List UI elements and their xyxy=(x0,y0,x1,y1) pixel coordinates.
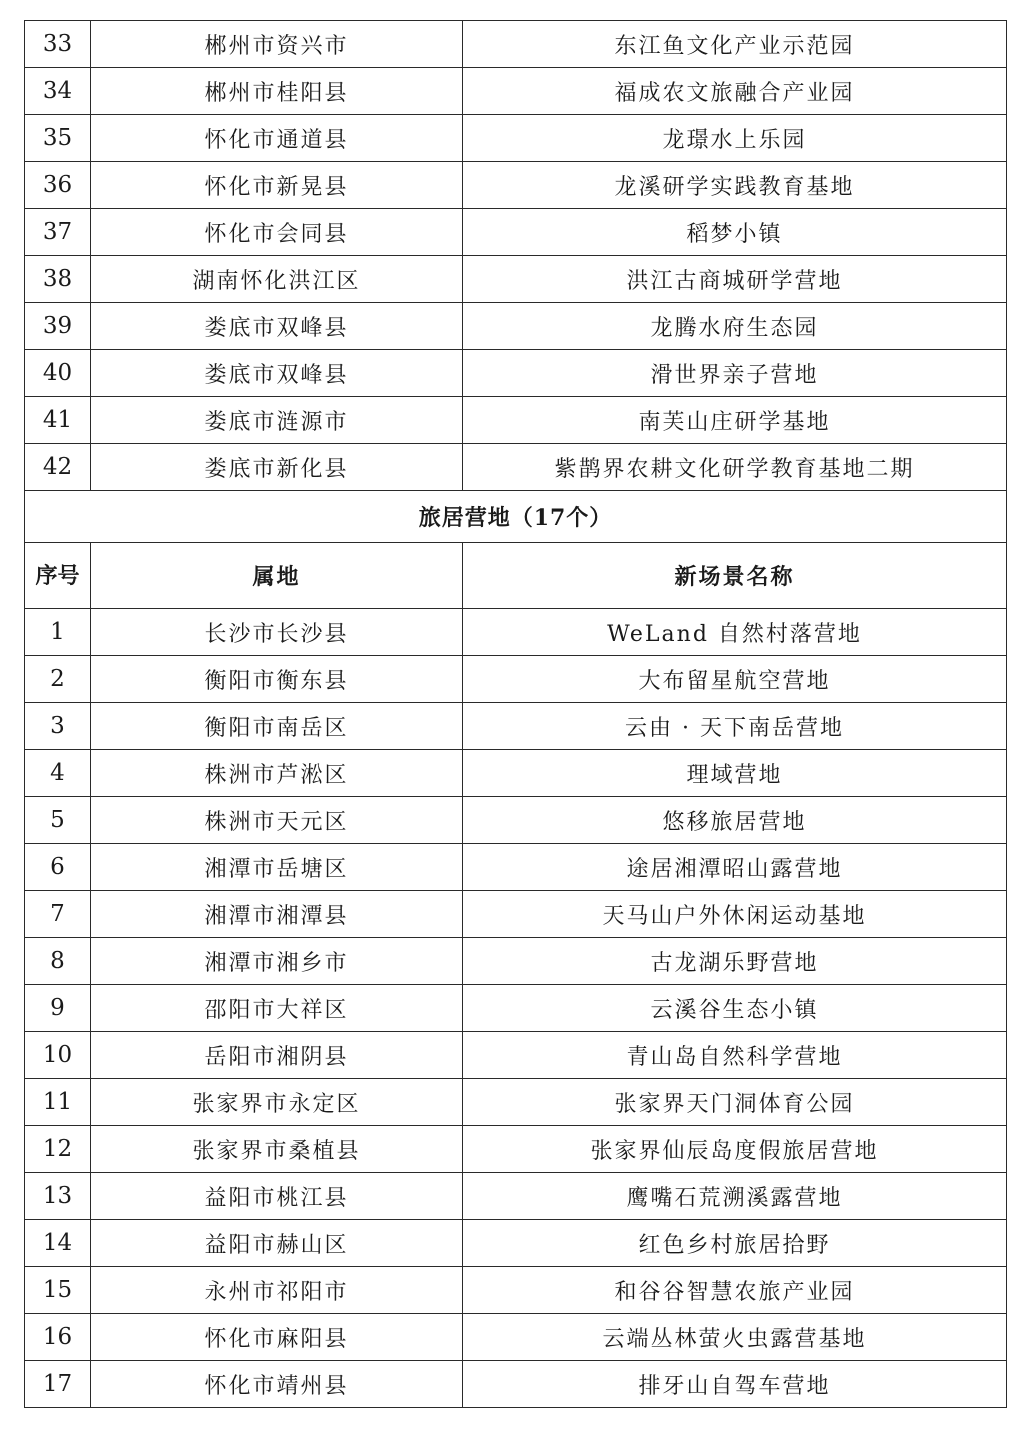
row-number: 12 xyxy=(25,1126,91,1173)
row-scene-name: 洪江古商城研学营地 xyxy=(463,256,1007,303)
row-location: 永州市祁阳市 xyxy=(91,1267,463,1314)
row-location: 湘潭市岳塘区 xyxy=(91,844,463,891)
row-scene-name: 南芙山庄研学基地 xyxy=(463,397,1007,444)
row-number: 40 xyxy=(25,350,91,397)
row-location: 衡阳市南岳区 xyxy=(91,703,463,750)
row-number: 1 xyxy=(25,609,91,656)
row-location: 娄底市新化县 xyxy=(91,444,463,491)
table-row xyxy=(25,444,1007,491)
row-number: 3 xyxy=(25,703,91,750)
row-scene-name: 紫鹊界农耕文化研学教育基地二期 xyxy=(463,444,1007,491)
row-number: 4 xyxy=(25,750,91,797)
table-row xyxy=(25,1079,1007,1126)
row-location: 湘潭市湘潭县 xyxy=(91,891,463,938)
row-number: 38 xyxy=(25,256,91,303)
row-location: 张家界市永定区 xyxy=(91,1079,463,1126)
table-row xyxy=(25,1032,1007,1079)
row-number: 9 xyxy=(25,985,91,1032)
row-scene-name: 红色乡村旅居拾野 xyxy=(463,1220,1007,1267)
row-number: 6 xyxy=(25,844,91,891)
row-location: 娄底市涟源市 xyxy=(91,397,463,444)
row-scene-name: WeLand 自然村落营地 xyxy=(463,609,1007,656)
row-scene-name: 张家界仙辰岛度假旅居营地 xyxy=(463,1126,1007,1173)
row-scene-name: 悠移旅居营地 xyxy=(463,797,1007,844)
row-location: 株洲市芦淞区 xyxy=(91,750,463,797)
row-location: 怀化市会同县 xyxy=(91,209,463,256)
row-location: 郴州市桂阳县 xyxy=(91,68,463,115)
table-row xyxy=(25,303,1007,350)
row-scene-name: 途居湘潭昭山露营地 xyxy=(463,844,1007,891)
table-row xyxy=(25,350,1007,397)
row-location: 怀化市新晃县 xyxy=(91,162,463,209)
section-title-row xyxy=(25,491,1007,543)
header-location: 属地 xyxy=(91,543,463,609)
table-row xyxy=(25,1361,1007,1408)
table-row xyxy=(25,115,1007,162)
row-location: 娄底市双峰县 xyxy=(91,350,463,397)
row-location: 益阳市桃江县 xyxy=(91,1173,463,1220)
row-number: 16 xyxy=(25,1314,91,1361)
row-location: 长沙市长沙县 xyxy=(91,609,463,656)
row-number: 5 xyxy=(25,797,91,844)
table-row xyxy=(25,985,1007,1032)
row-location: 益阳市赫山区 xyxy=(91,1220,463,1267)
section2-rows xyxy=(25,609,1007,1408)
column-header-row xyxy=(25,543,1007,609)
table-row xyxy=(25,891,1007,938)
row-location: 张家界市桑植县 xyxy=(91,1126,463,1173)
row-scene-name: 排牙山自驾车营地 xyxy=(463,1361,1007,1408)
row-location: 邵阳市大祥区 xyxy=(91,985,463,1032)
table-row xyxy=(25,844,1007,891)
row-scene-name: 古龙湖乐野营地 xyxy=(463,938,1007,985)
table-row xyxy=(25,656,1007,703)
row-location: 怀化市麻阳县 xyxy=(91,1314,463,1361)
row-scene-name: 东江鱼文化产业示范园 xyxy=(463,21,1007,68)
row-location: 湖南怀化洪江区 xyxy=(91,256,463,303)
row-number: 17 xyxy=(25,1361,91,1408)
row-scene-name: 稻梦小镇 xyxy=(463,209,1007,256)
table-row xyxy=(25,1173,1007,1220)
table-row xyxy=(25,162,1007,209)
table-row xyxy=(25,1314,1007,1361)
table-row xyxy=(25,397,1007,444)
table-row xyxy=(25,209,1007,256)
table-row xyxy=(25,68,1007,115)
row-number: 36 xyxy=(25,162,91,209)
table-row xyxy=(25,1126,1007,1173)
table-row xyxy=(25,21,1007,68)
row-number: 7 xyxy=(25,891,91,938)
scenes-table xyxy=(24,20,1007,1408)
row-scene-name: 滑世界亲子营地 xyxy=(463,350,1007,397)
row-scene-name: 天马山户外休闲运动基地 xyxy=(463,891,1007,938)
row-scene-name: 龙腾水府生态园 xyxy=(463,303,1007,350)
row-scene-name: 龙璟水上乐园 xyxy=(463,115,1007,162)
row-number: 15 xyxy=(25,1267,91,1314)
row-scene-name: 鹰嘴石荒溯溪露营地 xyxy=(463,1173,1007,1220)
row-location: 株洲市天元区 xyxy=(91,797,463,844)
table-row xyxy=(25,1220,1007,1267)
table-row xyxy=(25,1267,1007,1314)
row-scene-name: 和谷谷智慧农旅产业园 xyxy=(463,1267,1007,1314)
table-row xyxy=(25,750,1007,797)
row-scene-name: 云溪谷生态小镇 xyxy=(463,985,1007,1032)
table-row xyxy=(25,797,1007,844)
row-number: 10 xyxy=(25,1032,91,1079)
row-number: 42 xyxy=(25,444,91,491)
table-row xyxy=(25,703,1007,750)
table-row xyxy=(25,256,1007,303)
row-location: 郴州市资兴市 xyxy=(91,21,463,68)
row-number: 39 xyxy=(25,303,91,350)
section1-rows xyxy=(25,21,1007,491)
row-number: 33 xyxy=(25,21,91,68)
row-location: 娄底市双峰县 xyxy=(91,303,463,350)
row-location: 岳阳市湘阴县 xyxy=(91,1032,463,1079)
section-title: 旅居营地（17个） xyxy=(25,491,1007,543)
row-scene-name: 理域营地 xyxy=(463,750,1007,797)
row-number: 11 xyxy=(25,1079,91,1126)
row-number: 8 xyxy=(25,938,91,985)
section2-heading-group xyxy=(25,491,1007,609)
row-scene-name: 龙溪研学实践教育基地 xyxy=(463,162,1007,209)
row-location: 怀化市靖州县 xyxy=(91,1361,463,1408)
row-scene-name: 云由 · 天下南岳营地 xyxy=(463,703,1007,750)
row-number: 13 xyxy=(25,1173,91,1220)
row-location: 湘潭市湘乡市 xyxy=(91,938,463,985)
row-location: 衡阳市衡东县 xyxy=(91,656,463,703)
row-number: 37 xyxy=(25,209,91,256)
table-row xyxy=(25,938,1007,985)
header-no: 序号 xyxy=(25,543,91,609)
table-row xyxy=(25,609,1007,656)
row-scene-name: 云端丛林萤火虫露营基地 xyxy=(463,1314,1007,1361)
row-number: 14 xyxy=(25,1220,91,1267)
row-scene-name: 青山岛自然科学营地 xyxy=(463,1032,1007,1079)
row-number: 34 xyxy=(25,68,91,115)
row-number: 2 xyxy=(25,656,91,703)
header-name: 新场景名称 xyxy=(463,543,1007,609)
row-location: 怀化市通道县 xyxy=(91,115,463,162)
row-scene-name: 福成农文旅融合产业园 xyxy=(463,68,1007,115)
row-scene-name: 张家界天门洞体育公园 xyxy=(463,1079,1007,1126)
row-number: 41 xyxy=(25,397,91,444)
row-number: 35 xyxy=(25,115,91,162)
row-scene-name: 大布留星航空营地 xyxy=(463,656,1007,703)
